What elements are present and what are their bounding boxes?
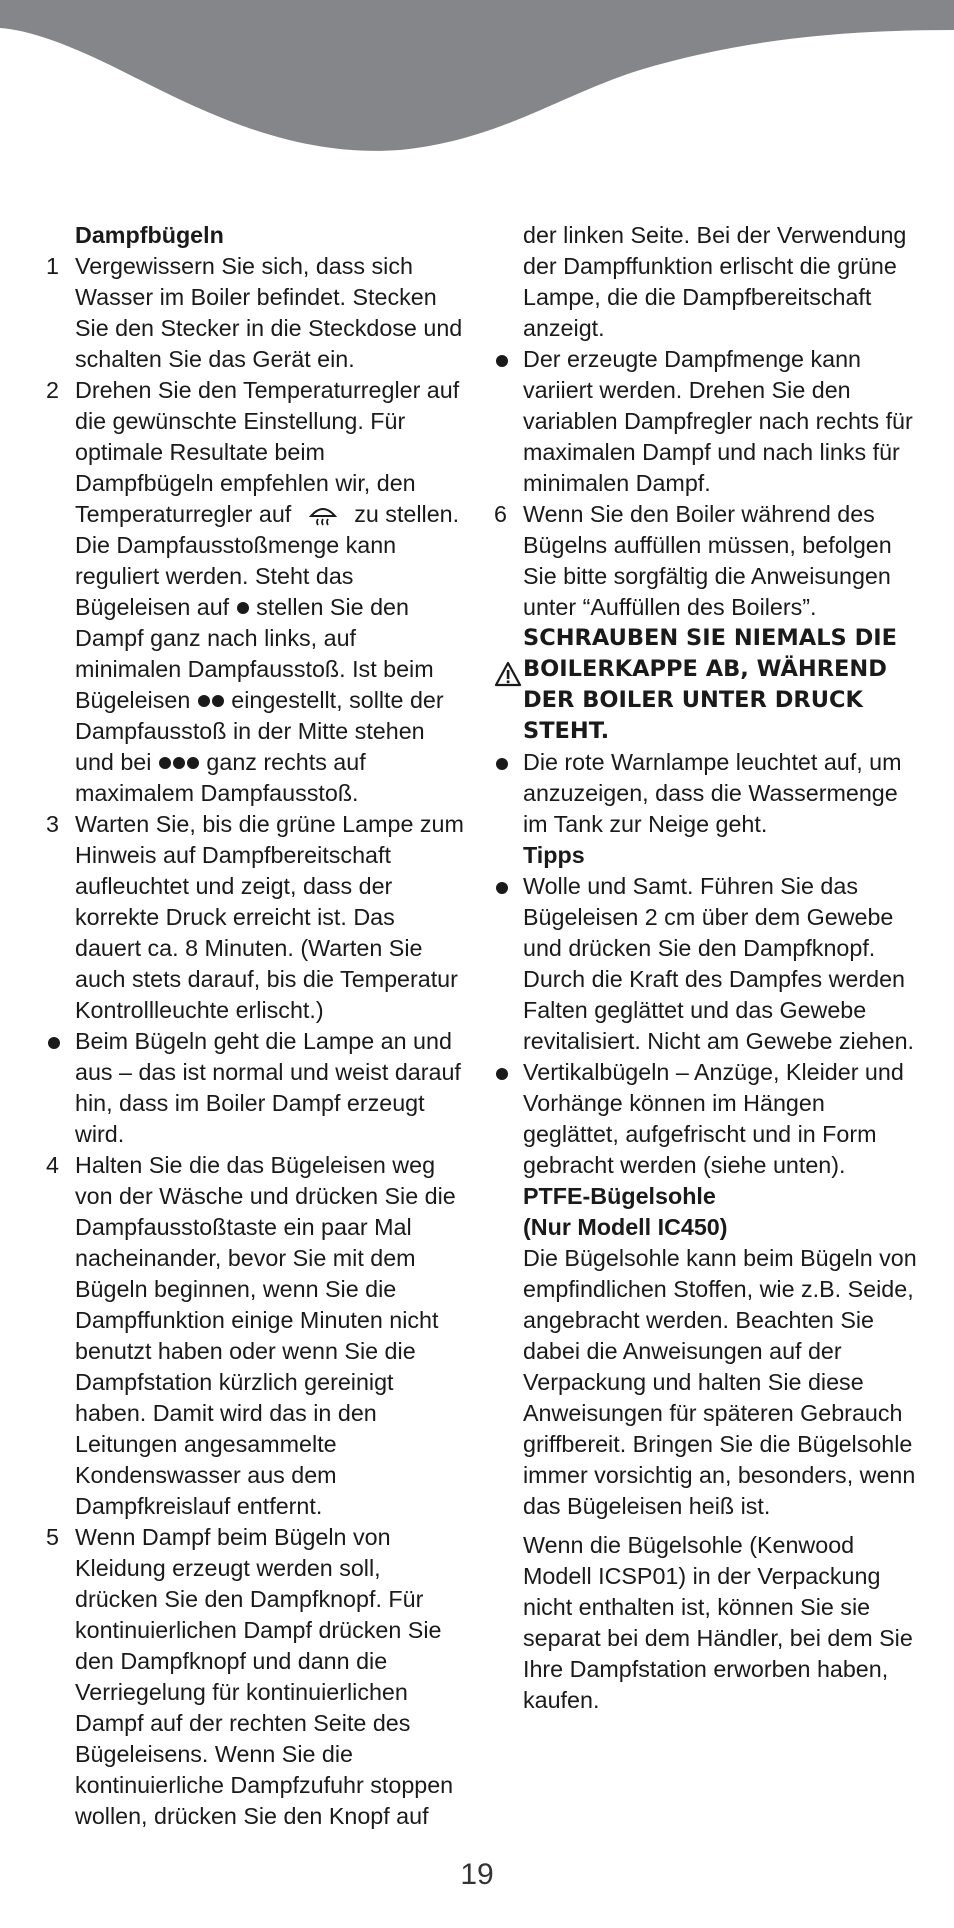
step-text: Wenn Dampf beim Bügeln von Kleidung erzeugt werden soll, drücken Sie den Dampfknopf. Für kontinuierlichen Dampf drücken Sie den Dampfknopf und dann die Verriegelung für kontinuierlichen Dampf auf der rechten Seite des Bügeleisens. Wenn Sie die kontinuierliche Dampfzufuhr stoppen wollen, drücken Sie den Knopf auf	[75, 1524, 454, 1829]
one-dot-setting-icon	[237, 602, 249, 614]
bullet-text: Der erzeugte Dampfmenge kann variiert werden. Drehen Sie den variablen Dampfregler nach rechts für maximalen Dampf und nach links für minimalen Dampf.	[523, 346, 913, 496]
three-dot-setting-icon	[158, 749, 200, 775]
step-2-text-a: Drehen Sie den Temperaturregler auf die gewünschte Einstellung. Für optimale Resultate beim Dampfbügeln empfehlen wir, den Temperaturregler auf	[75, 377, 460, 527]
step-2-text-c: stellen Sie den Dampf ganz nach links, auf minimalen Dampfausstoß. Ist beim Bügeleisen	[75, 594, 434, 713]
step-number: 4	[46, 1152, 59, 1178]
left-column	[46, 220, 466, 1832]
bullet-steam-amount	[494, 344, 924, 499]
warning-notice	[494, 623, 924, 747]
step-text: Vergewissern Sie sich, dass sich Wasser im Boiler befindet. Stecken Sie den Stecker in die Steckdose und schalten Sie das Gerät ein.	[75, 253, 463, 372]
bullet-icon	[494, 871, 523, 1057]
step-number: 6	[494, 501, 507, 527]
bullet-text: Wolle und Samt. Führen Sie das Bügeleisen 2 cm über dem Gewebe und drücken Sie den Dampfknopf. Durch die Kraft des Dampfes werden Falten geglättet und das Gewebe revitalisiert. Nicht am Gewebe ziehen.	[523, 873, 915, 1054]
step-5-continued: der linken Seite. Bei der Verwendung der Dampffunktion erlischt die grüne Lampe, die die Dampfbereitschaft anzeigt.	[523, 222, 907, 341]
step-number: 1	[46, 253, 59, 279]
ptfe-paragraph-2: Wenn die Bügelsohle (Kenwood Modell ICSP01) in der Verpackung nicht enthalten ist, können Sie sie separat bei dem Händler, bei dem Sie Ihre Dampfstation erworben haben, kaufen.	[523, 1532, 913, 1713]
bullet-text: Beim Bügeln geht die Lampe an und aus – das ist normal und weist darauf hin, dass im Boiler Dampf erzeugt wird.	[75, 1028, 461, 1147]
step-4	[46, 1150, 466, 1522]
ptfe-heading-line-1: PTFE-Bügelsohle	[523, 1183, 716, 1209]
step-5	[46, 1522, 466, 1832]
step-number: 2	[46, 377, 59, 403]
step-1	[46, 251, 466, 375]
step-2-text-e: ganz rechts auf maximalem Dampfausstoß.	[75, 749, 366, 806]
section-heading-ptfe	[494, 1181, 924, 1243]
step-2-text-d: eingestellt, sollte der Dampfausstoß in der Mitte stehen und bei	[75, 687, 444, 775]
warning-text: SCHRAUBEN SIE NIEMALS DIE BOILERKAPPE AB, WÄHREND DER BOILER UNTER DRUCK STEHT.	[523, 625, 897, 744]
right-column	[494, 220, 924, 1716]
step-2-text-b: zu stellen. Die Dampfausstoßmenge kann reguliert werden. Steht das Bügeleisen auf	[75, 501, 460, 620]
bullet-icon	[494, 747, 523, 840]
bullet-lamp-blinks	[46, 1026, 466, 1150]
two-dot-setting-icon	[197, 687, 225, 713]
ptfe-heading-line-2: (Nur Modell IC450)	[523, 1214, 728, 1240]
bullet-text: Vertikalbügeln – Anzüge, Kleider und Vorhänge können im Hängen geglättet, aufgefrischt und in Form gebracht werden (siehe unten).	[523, 1059, 904, 1178]
bullet-text: Die rote Warnlampe leuchtet auf, um anzuzeigen, dass die Wassermenge im Tank zur Neige geht.	[523, 749, 902, 837]
step-text: Halten Sie die das Bügeleisen weg von der Wäsche und drücken Sie die Dampfausstoßtaste ein paar Mal nacheinander, bevor Sie mit dem Bügeln beginnen, wenn Sie die Dampffunktion einige Minuten nicht benutzt haben oder wenn Sie die Dampfstation kürzlich gereinigt haben. Damit wird das in den Leitungen angesammelte Kondenswasser aus dem Dampfkreislauf entfernt.	[75, 1152, 456, 1519]
page-number: 19	[460, 1858, 494, 1891]
step-text	[75, 375, 466, 809]
step-3	[46, 809, 466, 1026]
tip-vertical-ironing	[494, 1057, 924, 1181]
bullet-icon	[46, 1026, 75, 1150]
steam-setting-icon	[308, 502, 338, 528]
step-number: 5	[46, 1524, 59, 1550]
step-2	[46, 375, 466, 809]
warning-triangle-icon	[494, 661, 522, 687]
tip-wool-velvet	[494, 871, 924, 1057]
step-6	[494, 499, 924, 623]
header-wave-decoration	[0, 0, 954, 160]
step-text: Warten Sie, bis die grüne Lampe zum Hinweis auf Dampfbereitschaft aufleuchtet und zeigt, dass der korrekte Druck erreicht ist. Das dauert ca. 8 Minuten. (Warten Sie auch stets darauf, bis die Temperatur Kontrollleuchte erlischt.)	[75, 811, 464, 1023]
section-heading-steam-ironing: Dampfbügeln	[75, 222, 224, 248]
bullet-icon	[494, 1057, 523, 1181]
section-heading-tips: Tipps	[523, 842, 585, 868]
step-text: Wenn Sie den Boiler während des Bügelns auffüllen müssen, befolgen Sie bitte sorgfältig die Anweisungen unter “Auffüllen des Boilers”.	[523, 501, 892, 620]
ptfe-paragraph-1: Die Bügelsohle kann beim Bügeln von empfindlichen Stoffen, wie z.B. Seide, angebracht werden. Beachten Sie dabei die Anweisungen auf der Verpackung und halten Sie diese Anweisungen für späteren Gebrauch griffbereit. Bringen Sie die Bügelsohle immer vorsichtig an, besonders, wenn das Bügeleisen heiß ist.	[523, 1245, 917, 1519]
bullet-icon	[494, 344, 523, 499]
bullet-red-lamp	[494, 747, 924, 840]
step-number: 3	[46, 811, 59, 837]
